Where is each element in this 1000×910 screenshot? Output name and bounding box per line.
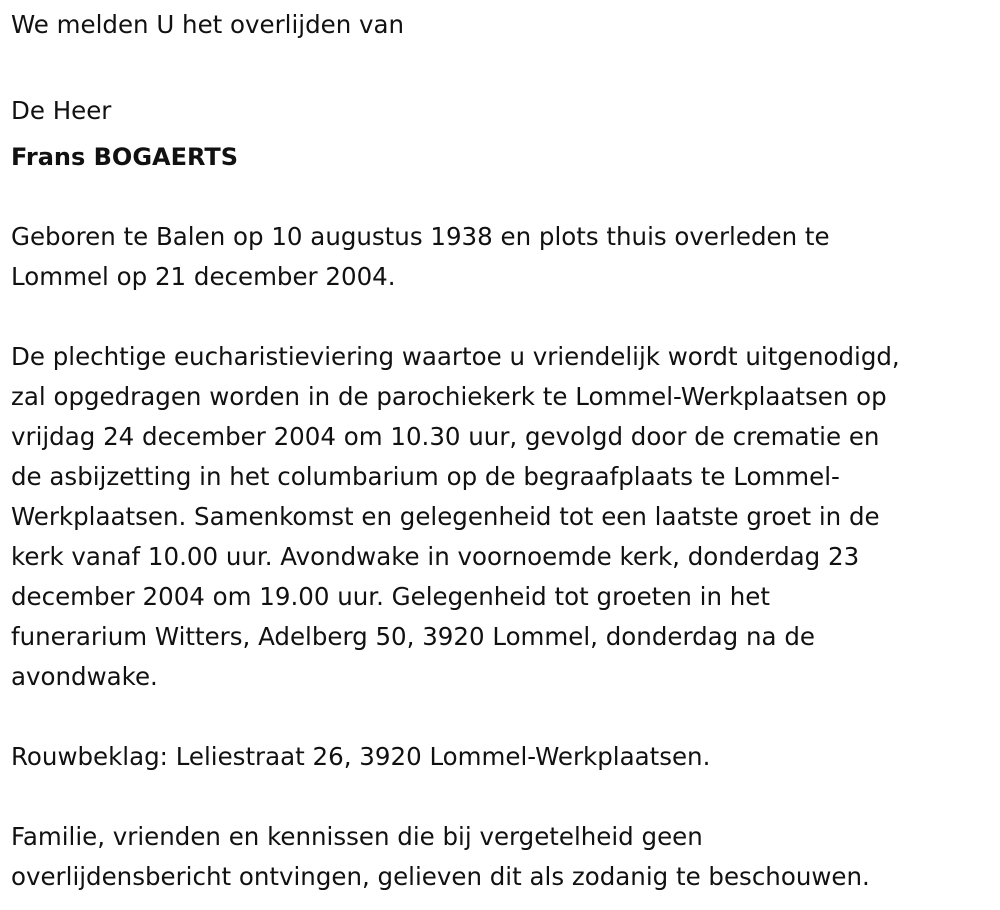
paragraph-line: Werkplaatsen. Samenkomst en gelegenheid tot een laatste groet in de [11,502,880,531]
spacer [11,45,991,85]
paragraph-line: overlijdensbericht ontvingen, gelieven dit als zodanig te beschouwen. [11,862,870,891]
paragraph-line: Lommel op 21 december 2004. [11,262,396,291]
death-notice [11,0,991,897]
deceased-name: Frans BOGAERTS [11,143,239,171]
paragraph-line: funerarium Witters, Adelberg 50, 3920 Lommel, donderdag na de [11,622,815,651]
paragraph-line: zal opgedragen worden in de parochiekerk te Lommel-Werkplaatsen op [11,382,887,411]
closing-paragraph [11,817,991,897]
spacer [11,297,991,337]
paragraph-line: vrijdag 24 december 2004 om 10.30 uur, gevolgd door de crematie en [11,422,880,451]
service-paragraph [11,337,991,697]
spacer [11,697,991,737]
honorific: De Heer [11,96,112,125]
spacer [11,181,991,217]
paragraph-line: De plechtige eucharistieviering waartoe u vriendelijk wordt uitgenodigd, [11,342,900,371]
spacer [11,777,991,817]
paragraph-line: Familie, vrienden en kennissen die bij vergetelheid geen [11,822,703,851]
paragraph-line: kerk vanaf 10.00 uur. Avondwake in voornoemde kerk, donderdag 23 [11,542,860,571]
paragraph-line: avondwake. [11,662,158,691]
paragraph-line: de asbijzetting in het columbarium op de begraafplaats te Lommel- [11,462,840,491]
paragraph-line: Geboren te Balen op 10 augustus 1938 en plots thuis overleden te [11,222,830,251]
condolence-address: Rouwbeklag: Leliestraat 26, 3920 Lommel-Werkplaatsen. [11,742,711,771]
birth-death-paragraph [11,217,991,297]
paragraph-line: december 2004 om 19.00 uur. Gelegenheid tot groeten in het [11,582,770,611]
intro-text: We melden U het overlijden van [11,10,405,39]
